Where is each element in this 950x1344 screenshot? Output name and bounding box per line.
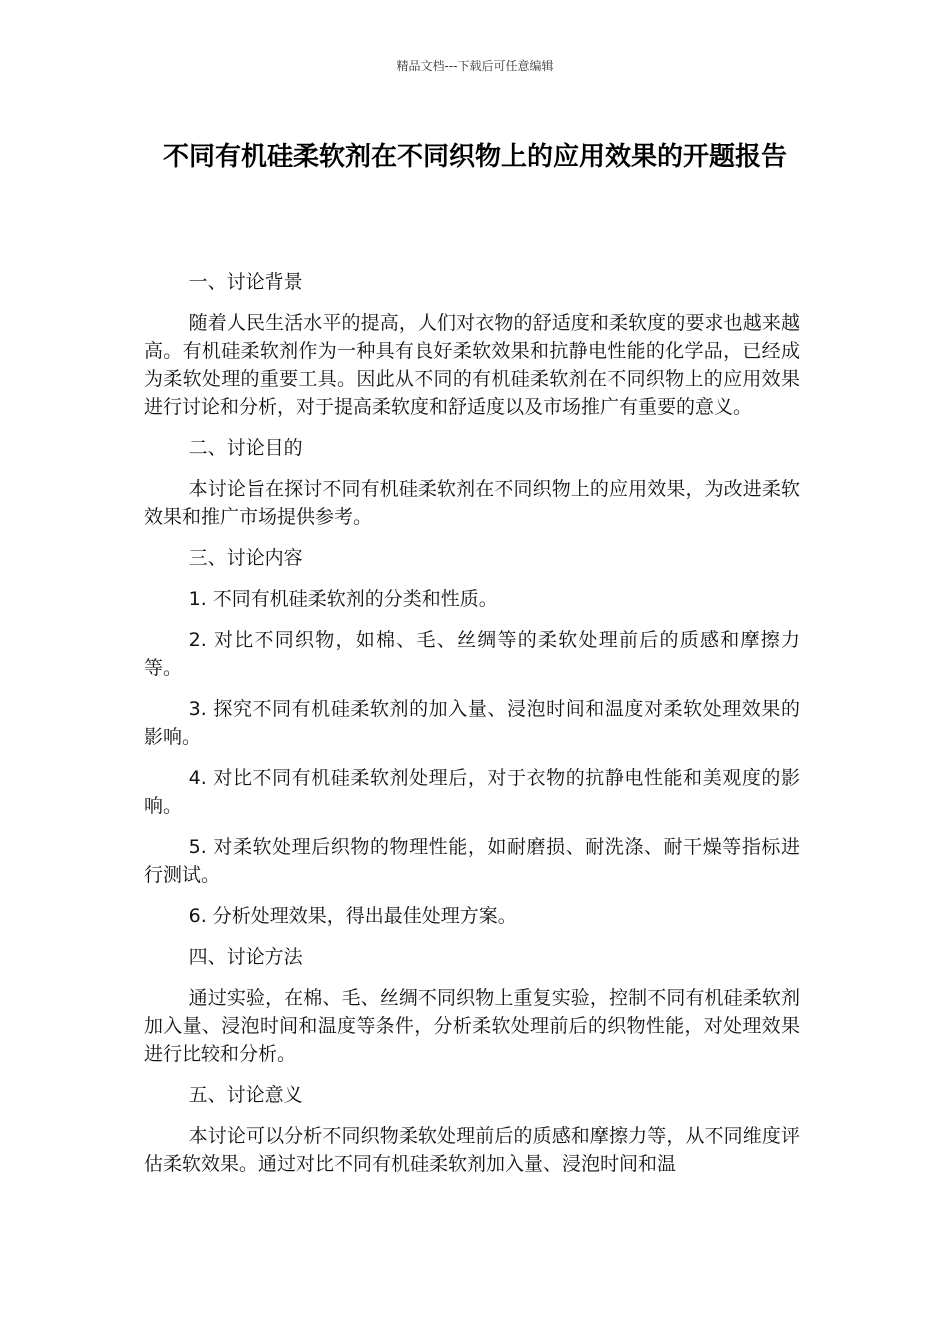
section-heading-method: 四、讨论方法 xyxy=(188,946,303,968)
paragraph-method: 通过实验，在棉、毛、丝绸不同织物上重复实验，控制不同有机硅柔软剂加入量、浸泡时间和温度等条件，分析柔软处理前后的织物性能，对处理效果进行比较和分析。 xyxy=(144,987,800,1065)
section-heading-background: 一、讨论背景 xyxy=(188,271,303,293)
paragraph-purpose: 本讨论旨在探讨不同有机硅柔软剂在不同织物上的应用效果，为改进柔软效果和推广市场提供参考。 xyxy=(144,478,800,528)
section-heading-content: 三、讨论内容 xyxy=(188,547,303,569)
list-item: 4. 对比不同有机硅柔软剂处理后，对于衣物的抗静电性能和美观度的影响。 xyxy=(144,767,800,817)
paragraph-significance: 本讨论可以分析不同织物柔软处理前后的质感和摩擦力等，从不同维度评估柔软效果。通过对比不同有机硅柔软剂加入量、浸泡时间和温 xyxy=(144,1125,800,1175)
list-item: 1. 不同有机硅柔软剂的分类和性质。 xyxy=(188,588,498,610)
header-note: 精品文档---下载后可任意编辑 xyxy=(396,59,554,73)
paragraph-background: 随着人民生活水平的提高，人们对衣物的舒适度和柔软度的要求也越来越高。有机硅柔软剂作为一种具有良好柔软效果和抗静电性能的化学品，已经成为柔软处理的重要工具。因此从不同的有机硅柔软剂在不同织物上的应用效果进行讨论和分析，对于提高柔软度和舒适度以及市场推广有重要的意义。 xyxy=(144,312,800,418)
list-item: 3. 探究不同有机硅柔软剂的加入量、浸泡时间和温度对柔软处理效果的影响。 xyxy=(144,698,800,748)
section-heading-significance: 五、讨论意义 xyxy=(188,1084,303,1106)
list-item: 5. 对柔软处理后织物的物理性能，如耐磨损、耐洗涤、耐干燥等指标进行测试。 xyxy=(144,836,800,886)
document-body xyxy=(144,268,800,1191)
list-item: 6. 分析处理效果，得出最佳处理方案。 xyxy=(188,905,517,927)
list-item: 2. 对比不同织物，如棉、毛、丝绸等的柔软处理前后的质感和摩擦力等。 xyxy=(144,629,800,679)
document-title: 不同有机硅柔软剂在不同织物上的应用效果的开题报告 xyxy=(162,142,787,172)
section-heading-purpose: 二、讨论目的 xyxy=(188,437,303,459)
